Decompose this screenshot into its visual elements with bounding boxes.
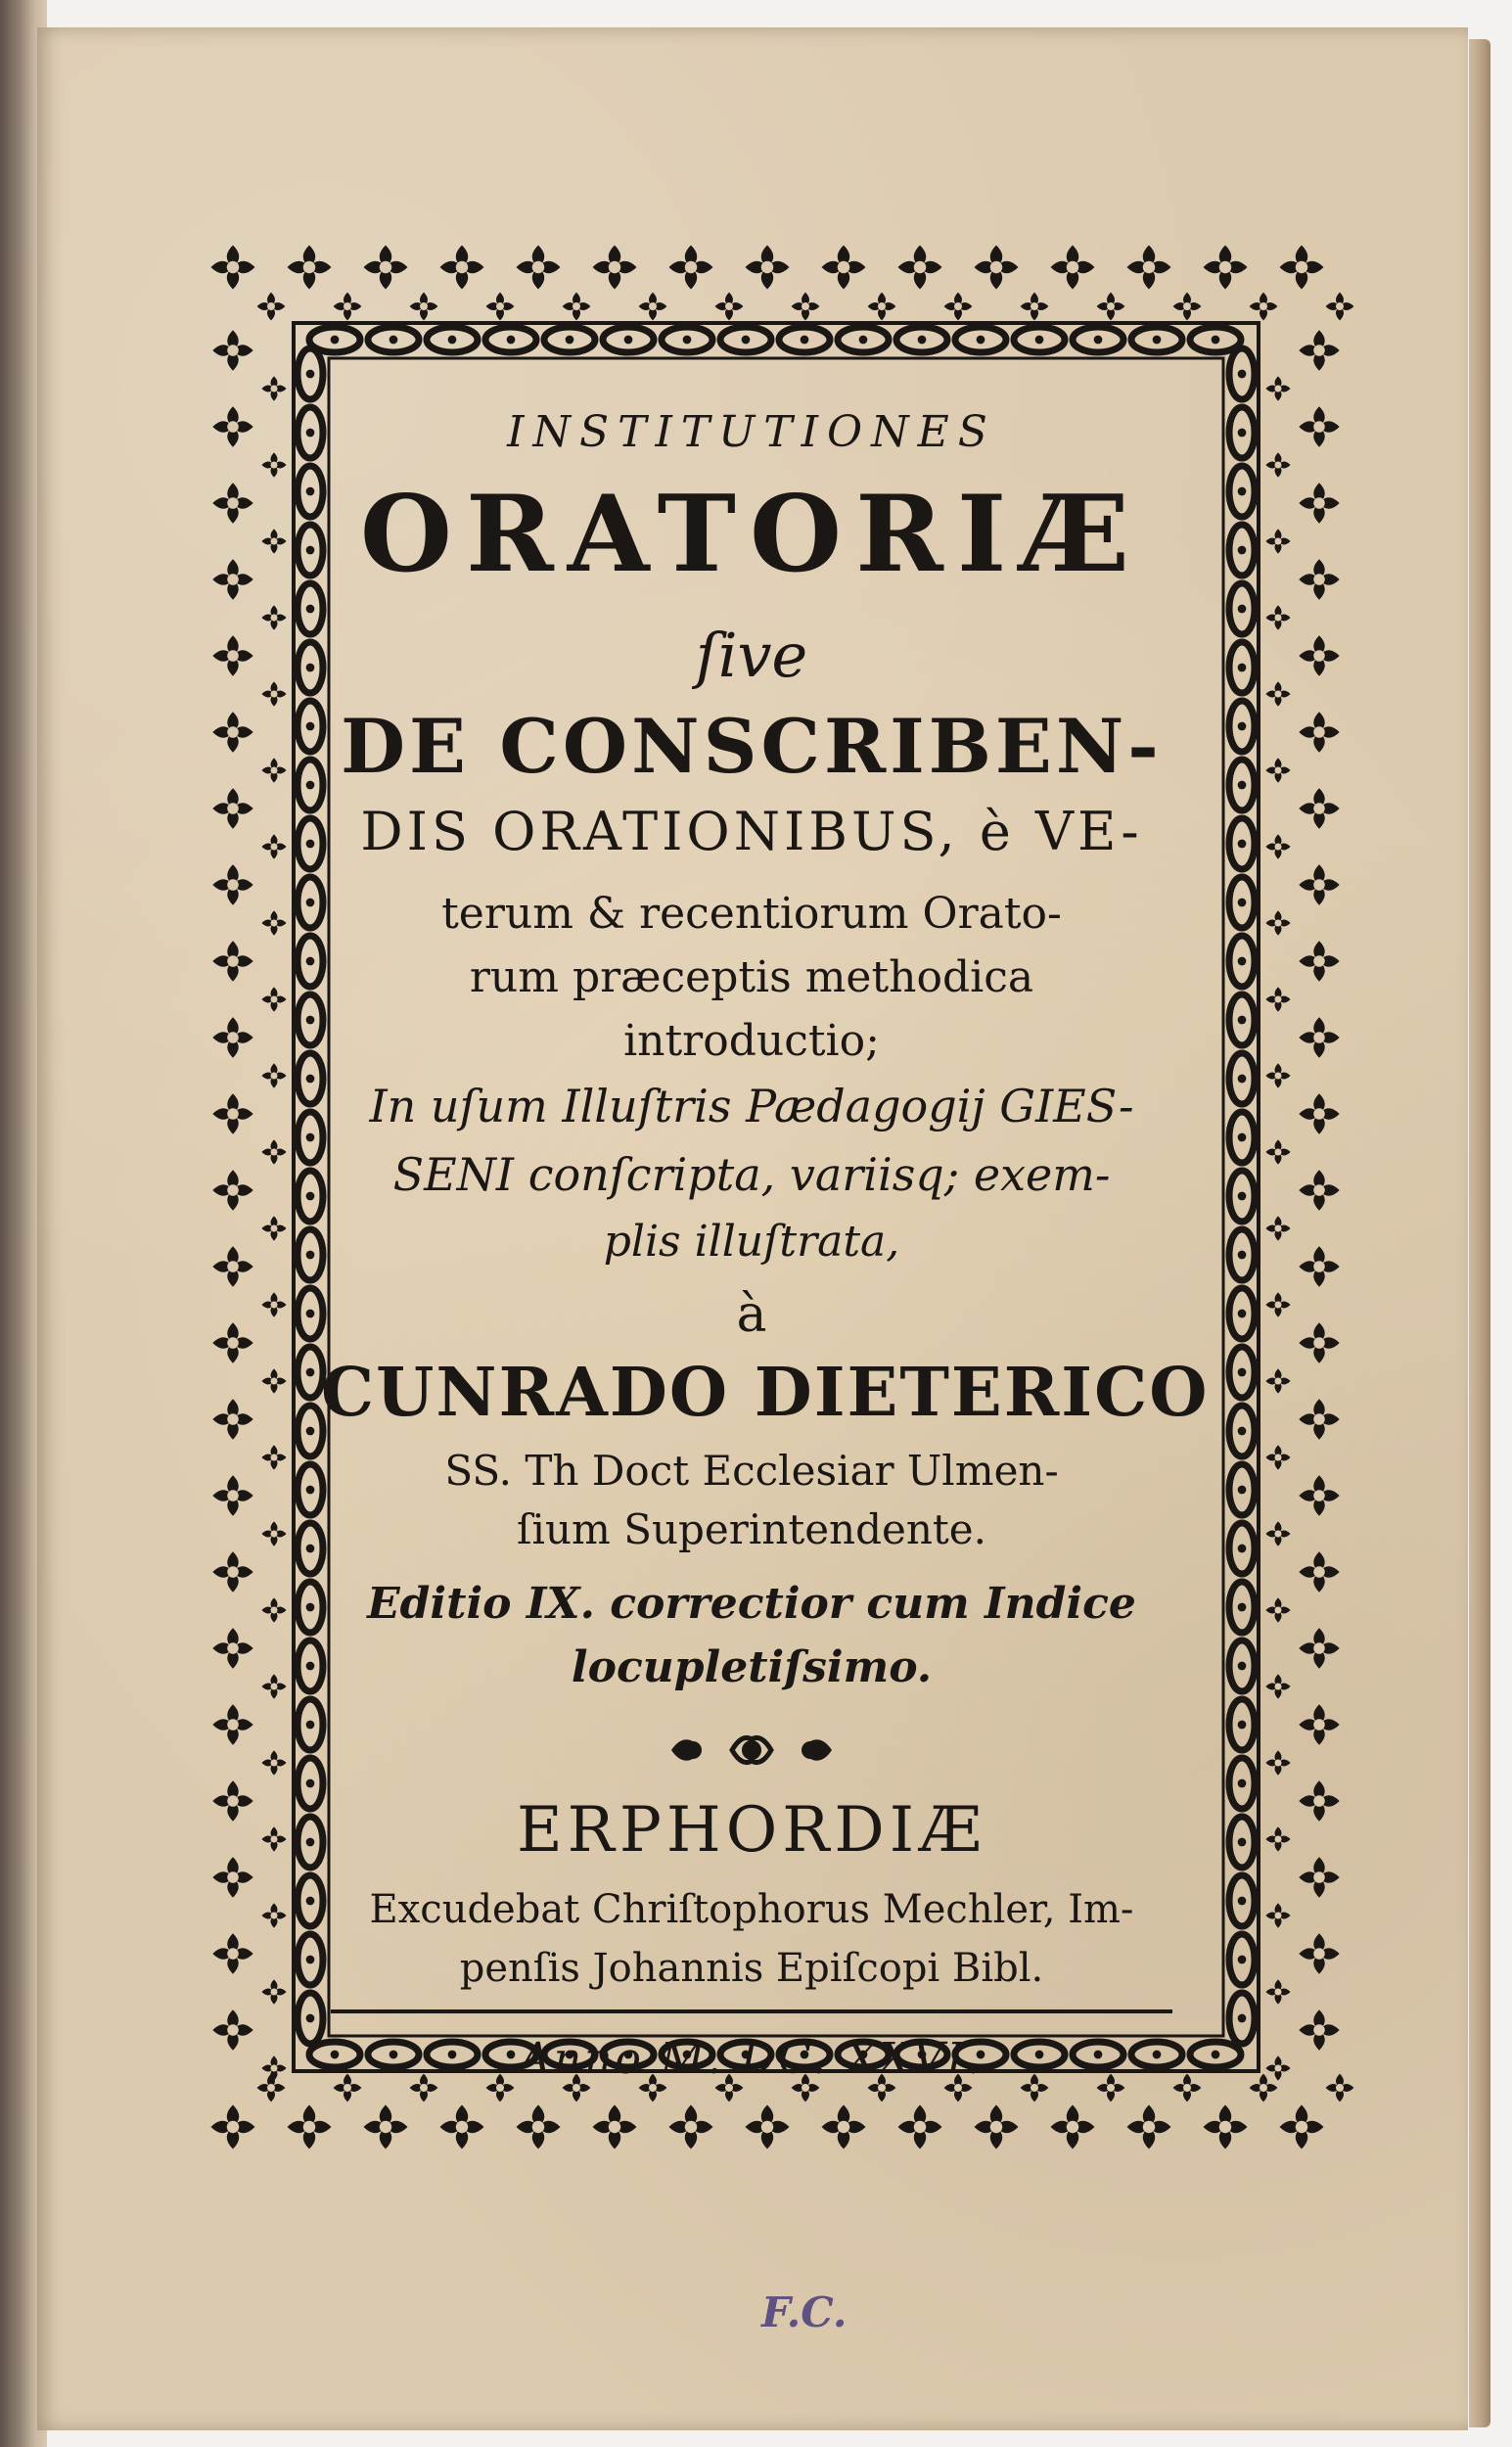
title-line-dis-orationibus: DIS ORATIONIBUS, è VE-: [360, 801, 1143, 862]
author-title-line-1: SS. Th Doct Ecclesiar Ulmen-: [444, 1447, 1059, 1495]
title-line-oratoriae: ORATORIÆ: [359, 473, 1144, 596]
horizontal-rule: [331, 2009, 1172, 2013]
edition-line-1: Editio IX. correctior cum Indice: [367, 1579, 1136, 1629]
author-name: CUNRADO DIETERICO: [321, 1354, 1210, 1432]
printer-line-2: penſis Johannis Epiſcopi Bibl.: [459, 1946, 1044, 1991]
page-fore-edge: [1469, 39, 1490, 2427]
author-title-line-2: ſium Superintendente.: [517, 1505, 986, 1553]
author-preposition: à: [736, 1285, 767, 1344]
imprint-place: ERPHORDIÆ: [516, 1794, 987, 1867]
subtitle-line-terum: terum & recentiorum Orato-: [441, 889, 1062, 939]
usage-line-1: In uſum Illuſtris Pædagogij GIES-: [369, 1080, 1134, 1132]
usage-line-2: SENI conſcripta, variisq; exem-: [392, 1148, 1111, 1201]
title-page: [37, 27, 1468, 2430]
ink-stamp: F.C.: [761, 2288, 848, 2336]
title-line-de-conscriben: DE CONSCRIBEN-: [341, 703, 1163, 790]
title-line-institutiones: INSTITUTIONES: [507, 407, 996, 457]
subtitle-line-introductio: introductio;: [623, 1016, 880, 1066]
printer-line-1: Excudebat Chriſtophorus Mechler, Im-: [369, 1887, 1134, 1932]
edition-line-2: locupletiſsimo.: [571, 1642, 933, 1692]
title-line-sive: ſive: [695, 620, 808, 691]
title-text-block: [321, 380, 1210, 2084]
subtitle-line-rum-praeceptis: rum præceptis methodica: [469, 952, 1034, 1002]
imprint-year: Anno M. DC. XXVI.: [519, 2034, 985, 2084]
usage-line-3: plis illuſtrata,: [603, 1217, 900, 1267]
fleuron-ornament: [654, 1726, 849, 1775]
